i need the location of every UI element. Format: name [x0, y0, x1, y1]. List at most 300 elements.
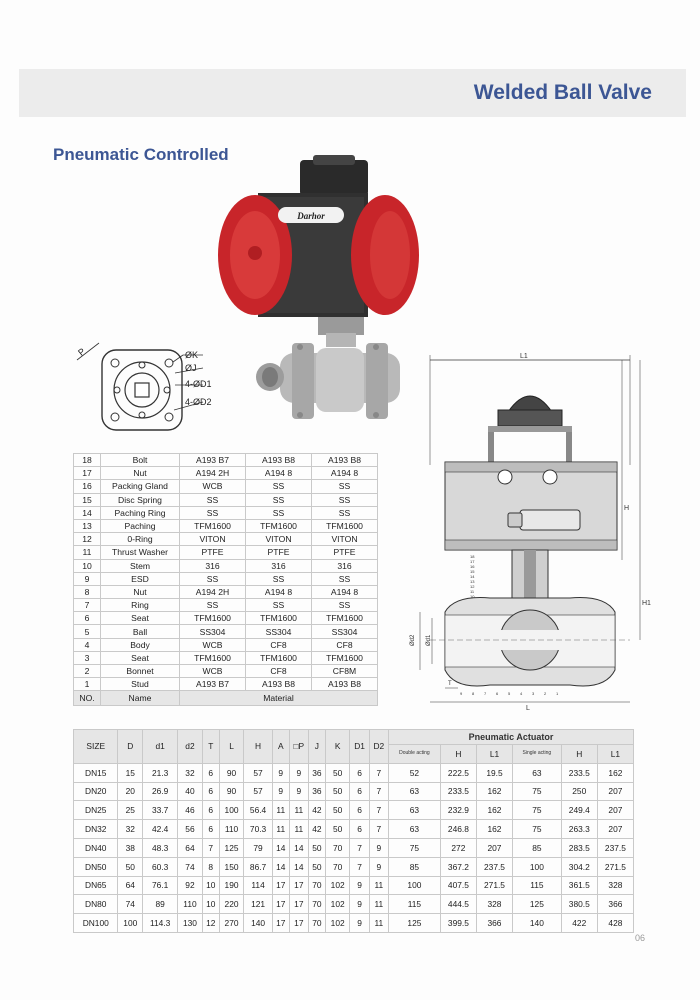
dim-row: [74, 838, 634, 857]
dim-header-cell: L: [219, 730, 244, 764]
dim-value-cell: 48.3: [143, 838, 178, 857]
part-material: VITON: [246, 533, 312, 546]
dim-row: [74, 782, 634, 801]
part-material: A193 B8: [312, 678, 378, 691]
dim-value-cell: 102: [325, 895, 350, 914]
dim-value-cell: 6: [202, 820, 219, 839]
dim-value-cell: 7: [369, 763, 388, 782]
dim-value-cell: 125: [388, 914, 440, 933]
dim-header-cell: SIZE: [74, 730, 118, 764]
dim-value-cell: 6: [350, 820, 369, 839]
part-material: PTFE: [246, 546, 312, 559]
dim-size-cell: DN20: [74, 782, 118, 801]
dim-value-cell: 17: [272, 914, 289, 933]
dim-value-cell: 32: [118, 820, 143, 839]
dim-value-cell: 100: [118, 914, 143, 933]
dim-value-cell: 246.8: [440, 820, 476, 839]
part-number: 16: [74, 480, 101, 493]
material-row: [74, 572, 378, 585]
dim-value-cell: 70: [325, 857, 350, 876]
material-row: [74, 585, 378, 598]
dim-row: [74, 876, 634, 895]
dim-value-cell: 102: [325, 914, 350, 933]
part-name: Body: [101, 638, 180, 651]
actuator-subheader-cell: Single acting: [513, 745, 562, 764]
material-row: [74, 612, 378, 625]
dim-value-cell: 50: [308, 857, 325, 876]
actuator-subheader-cell: H: [440, 745, 476, 764]
part-material: PTFE: [180, 546, 246, 559]
dim-value-cell: 399.5: [440, 914, 476, 933]
header-banner: [19, 69, 686, 117]
dim-value-cell: 121: [244, 895, 272, 914]
dim-value-cell: 75: [388, 838, 440, 857]
part-material: A193 B8: [246, 454, 312, 467]
dim-value-cell: 220: [219, 895, 244, 914]
dim-value-cell: 26.9: [143, 782, 178, 801]
part-number: 3: [74, 651, 101, 664]
dim-value-cell: 19.5: [476, 763, 512, 782]
material-table-footer: [74, 691, 378, 706]
dim-value-cell: 9: [272, 763, 289, 782]
part-material: SS: [180, 572, 246, 585]
part-material: A193 B8: [246, 678, 312, 691]
material-row: [74, 665, 378, 678]
dim-value-cell: 6: [350, 801, 369, 820]
part-material: A194 8: [246, 585, 312, 598]
part-material: A193 B7: [180, 678, 246, 691]
part-material: TFM1600: [312, 651, 378, 664]
dim-value-cell: 11: [272, 801, 289, 820]
drawing-label-d1: Ød1: [426, 634, 432, 646]
part-callout: 9: [460, 691, 463, 696]
drawing-label-h1: H1: [642, 600, 651, 607]
dim-value-cell: 89: [143, 895, 178, 914]
dim-value-cell: 125: [219, 838, 244, 857]
part-material: A193 B8: [312, 454, 378, 467]
dim-value-cell: 6: [202, 801, 219, 820]
dim-value-cell: 162: [597, 763, 633, 782]
dim-value-cell: 6: [350, 782, 369, 801]
material-row: [74, 546, 378, 559]
dim-value-cell: 272: [440, 838, 476, 857]
material-row: [74, 638, 378, 651]
dim-value-cell: 46: [178, 801, 203, 820]
footer-material: Material: [180, 691, 378, 706]
dim-value-cell: 57: [244, 763, 272, 782]
dim-value-cell: 42: [308, 820, 325, 839]
part-callout: 16: [470, 564, 475, 569]
part-number: 1: [74, 678, 101, 691]
part-material: SS: [312, 480, 378, 493]
dim-value-cell: 8: [202, 857, 219, 876]
dim-value-cell: 9: [289, 763, 308, 782]
dim-value-cell: 422: [561, 914, 597, 933]
dim-value-cell: 7: [350, 838, 369, 857]
part-material: 316: [180, 559, 246, 572]
part-number: 13: [74, 519, 101, 532]
dim-value-cell: 42: [308, 801, 325, 820]
page-title: Welded Ball Valve: [473, 81, 652, 104]
dim-value-cell: 140: [244, 914, 272, 933]
dim-value-cell: 74: [118, 895, 143, 914]
dim-value-cell: 9: [350, 895, 369, 914]
dim-value-cell: 162: [476, 801, 512, 820]
material-row: [74, 651, 378, 664]
part-number: 5: [74, 625, 101, 638]
dim-value-cell: 9: [369, 838, 388, 857]
dim-value-cell: 304.2: [561, 857, 597, 876]
part-number: 7: [74, 599, 101, 612]
part-material: SS: [246, 493, 312, 506]
dim-value-cell: 60.3: [143, 857, 178, 876]
dim-value-cell: 14: [272, 857, 289, 876]
dim-size-cell: DN15: [74, 763, 118, 782]
dim-value-cell: 32: [178, 763, 203, 782]
dim-value-cell: 237.5: [476, 857, 512, 876]
drawing-label-t: T: [448, 681, 452, 687]
footer-no: NO.: [74, 691, 101, 706]
dim-value-cell: 207: [476, 838, 512, 857]
dim-size-cell: DN40: [74, 838, 118, 857]
dim-value-cell: 9: [289, 782, 308, 801]
dim-value-cell: 50: [325, 820, 350, 839]
dim-value-cell: 92: [178, 876, 203, 895]
dim-value-cell: 70: [308, 876, 325, 895]
part-name: Stud: [101, 678, 180, 691]
section-title: Pneumatic Controlled: [53, 145, 229, 164]
part-number: 4: [74, 638, 101, 651]
dim-value-cell: 6: [350, 763, 369, 782]
flange-label-k: ØK: [185, 350, 199, 360]
dim-value-cell: 7: [350, 857, 369, 876]
dim-value-cell: 17: [289, 914, 308, 933]
footer-name: Name: [101, 691, 180, 706]
part-number: 17: [74, 467, 101, 480]
dim-value-cell: 9: [272, 782, 289, 801]
dim-size-cell: DN80: [74, 895, 118, 914]
dim-header-cell: D2: [369, 730, 388, 764]
dim-value-cell: 6: [202, 782, 219, 801]
dim-row: [74, 914, 634, 933]
dim-value-cell: 36: [308, 763, 325, 782]
part-name: Bolt: [101, 454, 180, 467]
dim-value-cell: 10: [202, 876, 219, 895]
part-material: SS: [246, 572, 312, 585]
dim-value-cell: 40: [178, 782, 203, 801]
part-material: SS: [312, 599, 378, 612]
part-callout: 14: [470, 574, 475, 579]
dim-value-cell: 85: [513, 838, 562, 857]
part-name: 0-Ring: [101, 533, 180, 546]
part-name: Ball: [101, 625, 180, 638]
part-number: 6: [74, 612, 101, 625]
part-material: SS: [246, 599, 312, 612]
dim-header-cell: H: [244, 730, 272, 764]
dim-value-cell: 75: [513, 820, 562, 839]
material-row: [74, 454, 378, 467]
dim-value-cell: 366: [597, 895, 633, 914]
dim-value-cell: 70: [308, 914, 325, 933]
dim-value-cell: 428: [597, 914, 633, 933]
material-row: [74, 678, 378, 691]
dim-value-cell: 7: [369, 801, 388, 820]
part-number: 9: [74, 572, 101, 585]
dim-value-cell: 79: [244, 838, 272, 857]
dim-row: [74, 895, 634, 914]
dim-value-cell: 11: [369, 914, 388, 933]
material-row: [74, 493, 378, 506]
part-material: TFM1600: [180, 612, 246, 625]
flange-label-j: ØJ: [185, 363, 197, 373]
part-callout: 1: [556, 691, 559, 696]
dim-value-cell: 328: [476, 895, 512, 914]
dim-value-cell: 115: [388, 895, 440, 914]
part-material: SS304: [246, 625, 312, 638]
material-row: [74, 506, 378, 519]
part-name: Seat: [101, 651, 180, 664]
dim-value-cell: 407.5: [440, 876, 476, 895]
actuator-subheader-cell: Double acting: [388, 745, 440, 764]
part-name: Paching: [101, 519, 180, 532]
drawing-label-l: L: [526, 705, 530, 712]
dim-size-cell: DN65: [74, 876, 118, 895]
dim-value-cell: 114.3: [143, 914, 178, 933]
part-callout: 3: [532, 691, 535, 696]
dim-value-cell: 11: [369, 876, 388, 895]
dim-value-cell: 86.7: [244, 857, 272, 876]
part-callout: 8: [472, 691, 475, 696]
dim-value-cell: 207: [597, 782, 633, 801]
part-material: TFM1600: [180, 519, 246, 532]
dim-value-cell: 57: [244, 782, 272, 801]
part-name: Stem: [101, 559, 180, 572]
dim-value-cell: 102: [325, 876, 350, 895]
flange-label-d1: 4-ØD1: [185, 379, 212, 389]
part-callout: 15: [470, 569, 475, 574]
part-material: SS: [312, 572, 378, 585]
dim-value-cell: 7: [369, 782, 388, 801]
part-material: TFM1600: [312, 612, 378, 625]
brand-label: Darhor: [297, 211, 325, 221]
dim-value-cell: 162: [476, 820, 512, 839]
dim-value-cell: 9: [350, 914, 369, 933]
material-row: [74, 519, 378, 532]
dim-value-cell: 233.5: [440, 782, 476, 801]
material-table: [73, 453, 378, 706]
material-row: [74, 480, 378, 493]
part-name: Seat: [101, 612, 180, 625]
dim-value-cell: 130: [178, 914, 203, 933]
dim-value-cell: 140: [513, 914, 562, 933]
part-name: Nut: [101, 585, 180, 598]
part-name: Ring: [101, 599, 180, 612]
dim-value-cell: 110: [178, 895, 203, 914]
dim-value-cell: 6: [202, 763, 219, 782]
dim-value-cell: 125: [513, 895, 562, 914]
dim-value-cell: 90: [219, 763, 244, 782]
dim-value-cell: 15: [118, 763, 143, 782]
dim-value-cell: 33.7: [143, 801, 178, 820]
part-material: SS304: [312, 625, 378, 638]
dim-value-cell: 10: [202, 895, 219, 914]
part-material: WCB: [180, 665, 246, 678]
part-material: TFM1600: [180, 651, 246, 664]
dim-size-cell: DN50: [74, 857, 118, 876]
material-row: [74, 599, 378, 612]
technical-drawing: [400, 350, 655, 712]
part-material: CF8: [246, 638, 312, 651]
flange-label-d2: 4-ØD2: [185, 397, 212, 407]
dim-value-cell: 64: [178, 838, 203, 857]
dim-value-cell: 11: [369, 895, 388, 914]
part-number: 12: [74, 533, 101, 546]
dim-value-cell: 20: [118, 782, 143, 801]
dim-value-cell: 63: [388, 820, 440, 839]
dim-value-cell: 100: [388, 876, 440, 895]
dim-value-cell: 14: [289, 838, 308, 857]
actuator-header: Pneumatic Actuator: [388, 730, 633, 745]
dim-value-cell: 207: [597, 820, 633, 839]
part-material: SS: [312, 506, 378, 519]
dim-value-cell: 50: [308, 838, 325, 857]
part-callout: 17: [470, 559, 475, 564]
dim-value-cell: 11: [289, 820, 308, 839]
part-number: 18: [74, 454, 101, 467]
part-callout: 13: [470, 579, 475, 584]
dim-value-cell: 283.5: [561, 838, 597, 857]
dim-value-cell: 17: [289, 895, 308, 914]
part-material: WCB: [180, 480, 246, 493]
drawing-label-h: H: [624, 505, 630, 512]
part-material: A194 8: [312, 467, 378, 480]
dim-value-cell: 90: [219, 782, 244, 801]
dim-value-cell: 25: [118, 801, 143, 820]
part-callout: 5: [508, 691, 511, 696]
dim-value-cell: 63: [388, 801, 440, 820]
dim-value-cell: 366: [476, 914, 512, 933]
flange-label-p: P: [76, 346, 88, 358]
dim-value-cell: 17: [272, 876, 289, 895]
dim-value-cell: 270: [219, 914, 244, 933]
dim-value-cell: 70.3: [244, 820, 272, 839]
part-callout: 2: [544, 691, 547, 696]
dim-value-cell: 114: [244, 876, 272, 895]
dim-row: [74, 801, 634, 820]
part-name: Disc Spring: [101, 493, 180, 506]
part-number: 11: [74, 546, 101, 559]
part-material: 316: [312, 559, 378, 572]
dim-value-cell: 9: [350, 876, 369, 895]
dim-value-cell: 222.5: [440, 763, 476, 782]
dim-value-cell: 42.4: [143, 820, 178, 839]
dim-value-cell: 12: [202, 914, 219, 933]
dim-value-cell: 367.2: [440, 857, 476, 876]
dim-value-cell: 14: [272, 838, 289, 857]
dim-value-cell: 328: [597, 876, 633, 895]
dim-value-cell: 75: [513, 801, 562, 820]
part-material: A194 8: [312, 585, 378, 598]
dim-value-cell: 14: [289, 857, 308, 876]
part-material: SS: [180, 599, 246, 612]
dim-value-cell: 361.5: [561, 876, 597, 895]
dim-value-cell: 52: [388, 763, 440, 782]
dim-value-cell: 271.5: [476, 876, 512, 895]
actuator-subheader-cell: L1: [597, 745, 633, 764]
actuator-subheader-cell: L1: [476, 745, 512, 764]
part-material: SS: [180, 506, 246, 519]
part-material: VITON: [180, 533, 246, 546]
dim-value-cell: 249.4: [561, 801, 597, 820]
part-name: Paching Ring: [101, 506, 180, 519]
part-material: CF8: [246, 665, 312, 678]
part-number: 14: [74, 506, 101, 519]
part-number: 10: [74, 559, 101, 572]
part-material: A194 2H: [180, 467, 246, 480]
part-material: SS304: [180, 625, 246, 638]
part-material: CF8M: [312, 665, 378, 678]
dim-row: [74, 763, 634, 782]
part-name: ESD: [101, 572, 180, 585]
dim-value-cell: 9: [369, 857, 388, 876]
dim-value-cell: 150: [219, 857, 244, 876]
dim-value-cell: 380.5: [561, 895, 597, 914]
dim-value-cell: 70: [308, 895, 325, 914]
part-material: TFM1600: [312, 519, 378, 532]
part-number: 8: [74, 585, 101, 598]
dimension-table: [73, 729, 634, 933]
dim-value-cell: 50: [325, 782, 350, 801]
dim-row: [74, 857, 634, 876]
part-material: VITON: [312, 533, 378, 546]
dim-value-cell: 70: [325, 838, 350, 857]
part-material: SS: [246, 506, 312, 519]
dim-value-cell: 63: [513, 763, 562, 782]
dim-value-cell: 64: [118, 876, 143, 895]
dim-value-cell: 17: [289, 876, 308, 895]
dim-row: [74, 820, 634, 839]
dim-header-cell: T: [202, 730, 219, 764]
part-material: 316: [246, 559, 312, 572]
dim-value-cell: 232.9: [440, 801, 476, 820]
part-callout: 6: [496, 691, 499, 696]
dim-header-cell: D: [118, 730, 143, 764]
dim-size-cell: DN25: [74, 801, 118, 820]
part-callout: 7: [484, 691, 487, 696]
dim-value-cell: 100: [513, 857, 562, 876]
dim-value-cell: 7: [202, 838, 219, 857]
material-row: [74, 533, 378, 546]
dim-value-cell: 263.3: [561, 820, 597, 839]
part-material: A193 B7: [180, 454, 246, 467]
dim-value-cell: 36: [308, 782, 325, 801]
dim-size-cell: DN32: [74, 820, 118, 839]
dim-value-cell: 50: [325, 801, 350, 820]
page-number: 06: [634, 933, 645, 943]
dim-header-cell: D1: [350, 730, 369, 764]
dim-value-cell: 444.5: [440, 895, 476, 914]
part-material: PTFE: [312, 546, 378, 559]
dim-value-cell: 50: [118, 857, 143, 876]
dim-value-cell: 7: [369, 820, 388, 839]
part-name: Nut: [101, 467, 180, 480]
part-callout: 4: [520, 691, 523, 696]
part-name: Thrust Washer: [101, 546, 180, 559]
dim-value-cell: 110: [219, 820, 244, 839]
part-callout: 18: [470, 554, 475, 559]
dim-header-cell: d1: [143, 730, 178, 764]
dim-value-cell: 21.3: [143, 763, 178, 782]
